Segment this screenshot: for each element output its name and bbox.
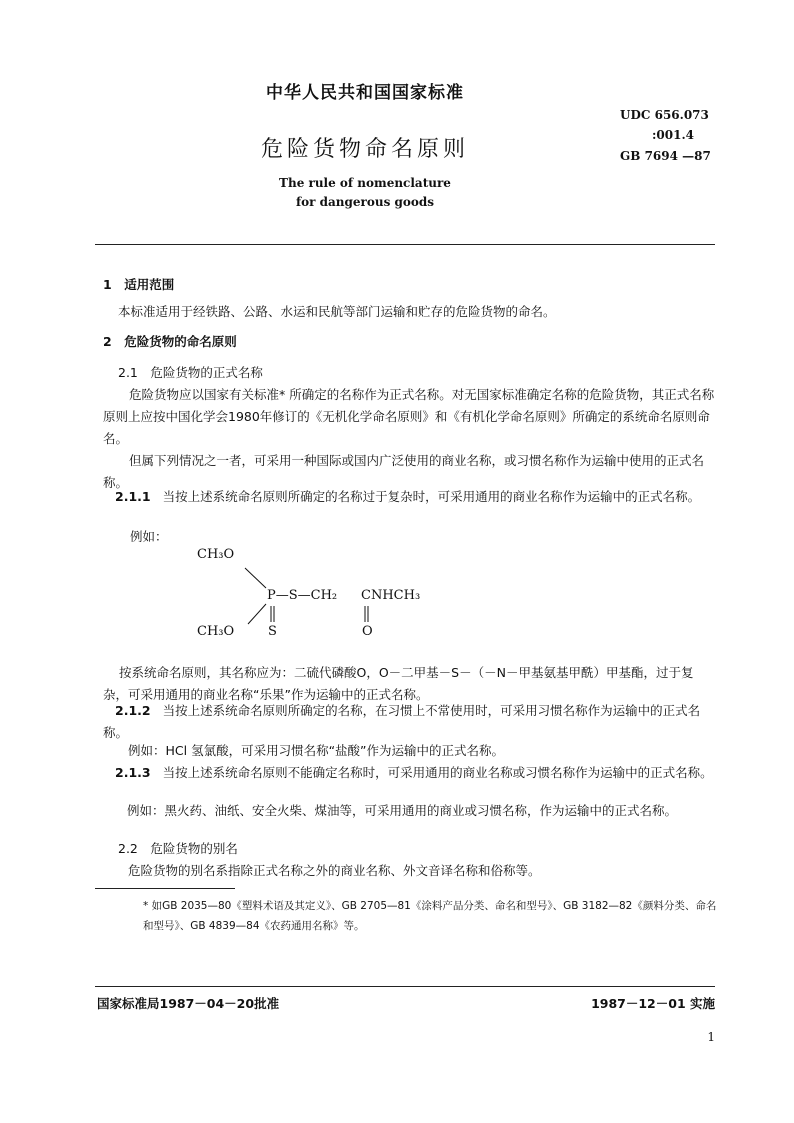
section-2-2-heading: 2.2 危险货物的别名 (118, 841, 238, 856)
section-2-1-2-text: 当按上述系统命名原则所确定的名称，在习惯上不常使用时，可采用习惯名称作为运输中的正式名称。 (103, 703, 701, 740)
english-title-line2: for dangerous goods (295, 195, 435, 209)
section-2-1-2-example: 例如：HCl 氢氯酸，可采用习惯名称“盐酸”作为运输中的正式名称。 (128, 743, 505, 758)
formula-ch3o-top: CH₃O (197, 547, 235, 562)
section-2-1-1-number: 2.1.1 (115, 489, 151, 504)
formula-s-atom: S (268, 624, 277, 639)
approval-date: 国家标准局1987－04－20批准 (97, 996, 280, 1011)
section-1-heading: 1 适用范围 (103, 277, 175, 292)
formula-bonds (190, 560, 390, 640)
section-2-1-3-number: 2.1.3 (115, 765, 151, 780)
example-label: 例如： (130, 529, 168, 544)
header-divider (95, 244, 715, 245)
document-title: 危险货物命名原则 (260, 137, 469, 162)
bond-bottom (248, 604, 266, 624)
footer-divider (95, 986, 715, 987)
formula-o-atom: O (362, 624, 373, 639)
formula-ch3o-bottom: CH₃O (197, 624, 235, 639)
section-2-1-3-example: 例如：黑火药、油纸、安全火柴、煤油等，可采用通用的商业或习惯名称，作为运输中的正式名称。 (127, 803, 678, 818)
section-2-1-3-text: 当按上述系统命名原则不能确定名称时，可采用通用的商业名称或习惯名称作为运输中的正式名称。 (162, 765, 713, 780)
national-standard-label: 中华人民共和国国家标准 (266, 83, 464, 103)
english-title-line1: The rule of nomenclature (279, 176, 451, 190)
bond-top (245, 568, 266, 588)
section-1-text: 本标准适用于经铁路、公路、水运和民航等部门运输和贮存的危险货物的命名。 (118, 304, 556, 319)
formula-cnhch3: CNHCH₃ (361, 588, 421, 603)
effective-date: 1987－12－01 实施 (591, 996, 715, 1011)
section-2-2-text: 危险货物的别名系指除正式名称之外的商业名称、外文音译名称和俗称等。 (128, 863, 541, 878)
section-2-1-paragraph-2: 但属下列情况之一者，可采用一种国际或国内广泛使用的商业名称，或习惯名称作为运输中使用的正式名称。 (103, 453, 705, 490)
section-2-1-paragraph: 危险货物应以国家有关标准* 所确定的名称作为正式名称。对无国家标准确定名称的危险货物，其正式名称原则上应按中国化学会1980年修订的《无机化学命名原则》和《有机化学命名原则》所确定的系统命名原则命名。 (103, 387, 715, 446)
section-2-heading: 2 危险货物的命名原则 (103, 334, 237, 349)
udc-code-suffix: :001.4 (652, 128, 695, 142)
section-2-1-heading: 2.1 危险货物的正式名称 (118, 365, 263, 380)
gb-code: GB 7694 —87 (620, 149, 711, 163)
page-number: 1 (707, 1030, 715, 1044)
formula-p-chain: P—S—CH₂ (267, 588, 338, 603)
section-2-1-1-text: 当按上述系统命名原则所确定的名称过于复杂时，可采用通用的商业名称作为运输中的正式名称。 (162, 489, 701, 504)
section-2-1-2-number: 2.1.2 (115, 703, 151, 718)
udc-code: UDC 656.073 (620, 108, 709, 122)
footnote-divider (95, 888, 235, 889)
footnote-text: * 如GB 2035—80《塑料术语及其定义》、GB 2705—81《涂料产品分类、命名和型号》、GB 3182—82《颜料分类、命名和型号》、GB 4839—84《农药通用名称》等。 (143, 900, 717, 932)
section-2-1-1-explanation: 按系统命名原则，其名称应为：二硫代磷酸O，O－二甲基－S－（－N－甲基氨基甲酰）甲基酯，过于复杂，可采用通用的商业名称“乐果”作为运输中的正式名称。 (103, 665, 694, 702)
